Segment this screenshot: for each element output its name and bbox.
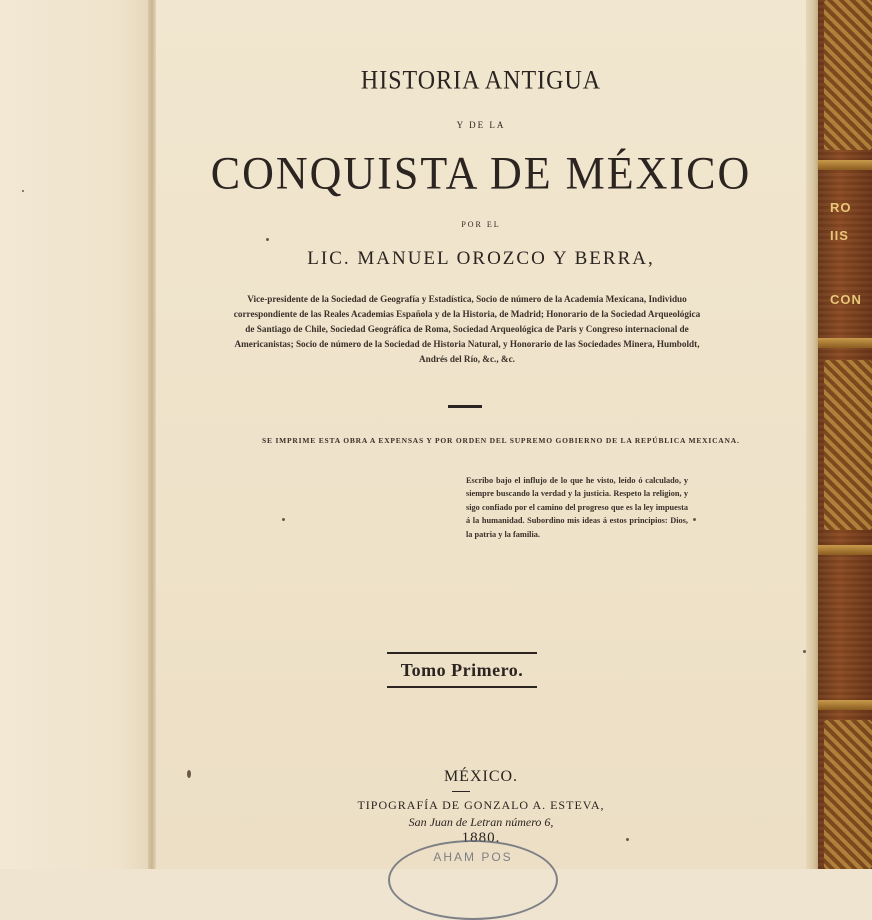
publisher-address: San Juan de Letran número 6, [408,815,554,829]
paper-speck [266,238,269,241]
spine-label-3: CON [830,292,862,307]
title-historia-antigua: HISTORIA ANTIGUA [360,66,602,96]
volume-label: Tomo Primero. [387,652,537,688]
author-credentials: Vice-presidente de la Sociedad de Geografía y Estadística, Socio de número de la Academia Mexicana, Individuo correspondiente de las Reales Academias Española y de la Historia, de Madrid; Honorario de la Sociedad Arqueológica de Santiago de Chile, Sociedad Geográfica de Roma, Sociedad Arqueológica de Paris y Congreso internacional de Americanistas; Socio de número de la Sociedad de Historia Natural, y Honorario de las Sociedades Minera, Humboldt, Andrés del Río, &c., &c. [233,294,701,364]
spine-band [818,545,872,555]
paper-speck [22,190,24,192]
author-name: LIC. MANUEL OROZCO Y BERRA, [307,248,655,269]
paper-speck [187,770,191,778]
book-gutter [148,0,156,869]
government-notice: SE IMPRIME ESTA OBRA A EXPENSAS Y POR ORDEN DEL SUPREMO GOBIERNO DE LA REPÚBLICA MEXICANA. [262,436,740,445]
publisher-rule [452,791,470,792]
by-line: POR EL [461,220,501,229]
page-edge [806,0,818,869]
spine-ornament-bottom [824,720,872,869]
spine-label-2: IIS [830,228,849,243]
publisher-printer: TIPOGRAFÍA DE GONZALO A. ESTEVA, [357,798,605,812]
publisher-city: MÉXICO. [443,768,519,785]
spine-band [818,700,872,710]
publication-year: 1880. [461,830,501,846]
spine-ornament-top [824,0,872,150]
left-page [0,0,150,869]
spine-band [818,160,872,170]
divider-rule [448,405,482,408]
spine-band [818,338,872,348]
title-connector: Y DE LA [456,120,506,130]
library-stamp: AHAM POS [388,840,558,920]
paper-speck [693,518,696,521]
paper-speck [282,518,285,521]
paper-speck [626,838,629,841]
paper-speck [803,650,806,653]
epigraph: Escribo bajo el influjo de lo que he visto, leído ó calculado, y siempre buscando la verdad y la justicia. Respeto la religion, y sigo confiado por el camino del progreso que es la ley impuesta á la humanidad. Subordino mis ideas á estos principios: Dios, la patria y la familia. [466,476,688,539]
title-page [156,0,816,869]
main-title: CONQUISTA DE MÉXICO [210,147,752,200]
book-spine [818,0,872,869]
spine-label-1: RO [830,200,852,215]
spine-ornament-middle [824,360,872,530]
